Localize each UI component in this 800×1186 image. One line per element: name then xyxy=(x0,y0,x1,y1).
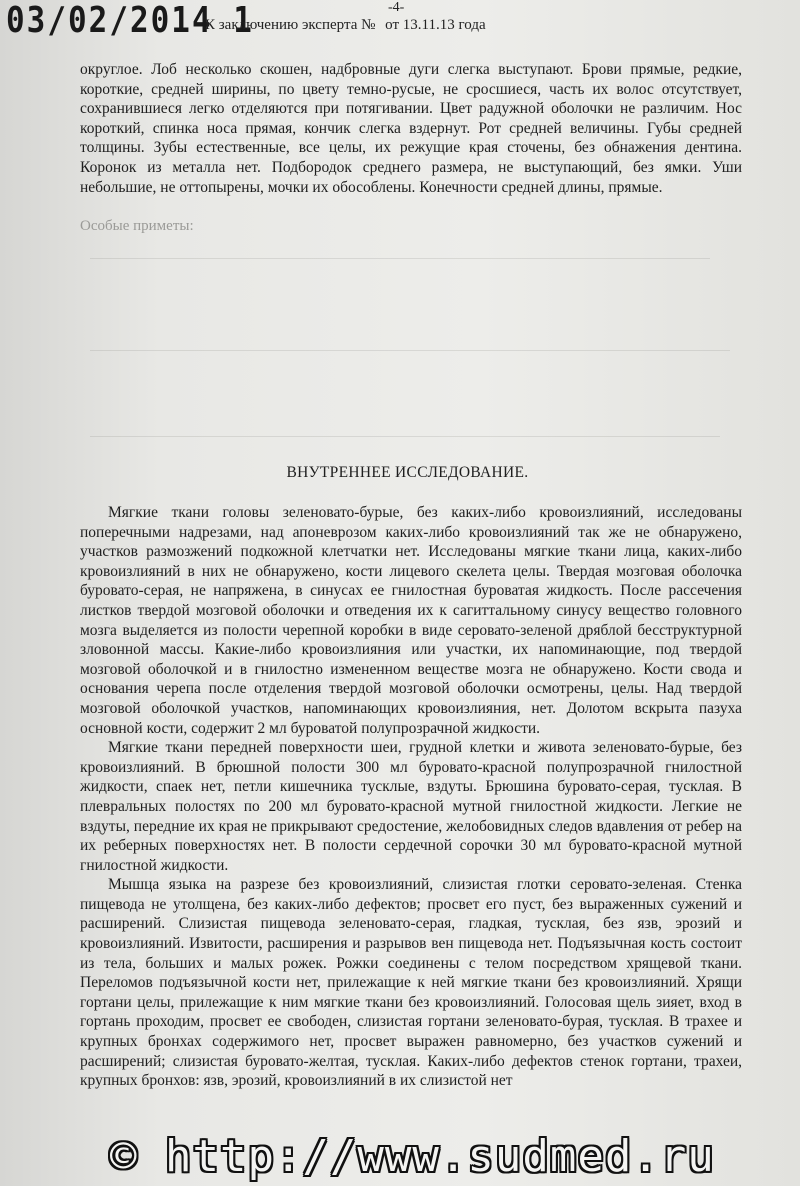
external-examination-text xyxy=(80,60,742,197)
section-title xyxy=(0,464,800,482)
internal-examination-text xyxy=(80,503,742,1091)
paragraph-neck-organs: Мышца языка на разрезе без кровоизлияний, слизистая глотки серовато-зеленая. Стенка пищевода не утолщена, без каких-либо дефектов; просвет его пуст, без выраженных сужений и расширений. Слизистая пищевода зеленовато-серая, гладкая, тусклая, без язв, эрозий и кровоизлияний. Извитости, расширения и разрывов вен пищевода нет. Подъязычная кость состоит из тела, больших и малых рожек. Рожки соединены с телом посредством хрящевой ткани. Переломов подъязычной кости нет, прилежащие к ней мягкие ткани без кровоизлияний. Хрящи гортани целы, прилежащие к ним мягкие ткани без кровоизлияний. Голосовая щель зияет, вход в гортань проходим, просвет ее свободен, слизистая гортани зеленовато-бурая, тусклая. В трахее и крупных бронхах содержимого нет, просвет выражен равномерно, без участков сужений и расширений; слизистая буровато-желтая, тусклая. Каких-либо дефектов стенок гортани, трахеи, крупных бронхов: язв, эрозий, кровоизлияний в их слизистой нет xyxy=(80,876,742,1090)
bleed-through-line xyxy=(90,258,710,259)
watermark: © http://www.sudmed.ru xyxy=(110,1131,715,1182)
document-header xyxy=(205,17,486,34)
bleed-through-line xyxy=(90,436,720,437)
conclusion-label: К заключению эксперта № xyxy=(205,17,376,33)
special-signs-label: Особые приметы: xyxy=(80,218,194,234)
bleed-through-line xyxy=(90,350,730,351)
page-number: -4- xyxy=(388,0,405,15)
internal-examination-title: ВНУТРЕННЕЕ ИССЛЕДОВАНИЕ. xyxy=(286,464,529,481)
paragraph-thorax-abdomen: Мягкие ткани передней поверхности шеи, грудной клетки и живота зеленовато-бурые, без кровоизлияний. В брюшной полости 300 мл буровато-красной полупрозрачной гнилостной жидкости, спаек нет, петли кишечника тусклые, вздуты. Брюшина буровато-серая, тусклая. В плевральных полостях по 200 мл буровато-красной мутной гнилостной жидкости. Легкие не вздуты, передние их края не прикрывают средостение, желобовидных следов вдавления от ребер на их реберных поверхностях нет. В полости сердечной сорочки 30 мл буровато-красной мутной гнилостной жидкости. xyxy=(80,739,742,874)
paragraph: округлое. Лоб несколько скошен, надбровные дуги слегка выступают. Брови прямые, редкие, короткие, средней ширины, по цвету темно-русые, не сросшиеся, часть их волос отсутствует, сохранившиеся легко отделяются при потягивании. Цвет радужной оболочки не различим. Нос короткий, спинка носа прямая, кончик слегка вздернут. Рот средней величины. Губы средней толщины. Зубы естественные, все целы, их режущие края сточены, без обнажения дентина. Коронок из металла нет. Подбородок среднего размера, не выступающий, без ямки. Уши небольшие, не оттопырены, мочки их обособлены. Конечности средней длины, прямые. xyxy=(80,61,742,196)
conclusion-date: от 13.11.13 года xyxy=(385,17,486,33)
paragraph-head: Мягкие ткани головы зеленовато-бурые, без каких-либо кровоизлияний, исследованы поперечными надрезами, над апоневрозом каких-либо кровоизлияний так же не обнаружено, участков размозжений подкожной клетчатки нет. Исследованы мягкие ткани лица, каких-либо кровоизлияний в них не обнаружено, кости лицевого скелета целы. Твердая мозговая оболочка буровато-серая, не напряжена, в синусах ее гнилостная буроватая жидкость. После рассечения листков твердой мозговой оболочки и отведения их к сагиттальному синусу вещество головного мозга выделяется из полости черепной коробки в виде серовато-зеленой дряблой бесструктурной зловонной массы. Какие-либо кровоизлияния или участки, их напоминающие, под твердой мозговой оболочкой и в гнилостно измененном веществе мозга не обнаружено. Кости свода и основания черепа после отделения твердой мозговой оболочки осмотрены, целы. Над твердой мозговой оболочкой участков, напоминающих кровоизлияния, нет. Долотом вскрыта пазуха основной кости, содержит 2 мл буроватой полупрозрачной жидкости. xyxy=(80,504,742,737)
date-stamp: 03/02/2014 1 xyxy=(6,0,254,42)
